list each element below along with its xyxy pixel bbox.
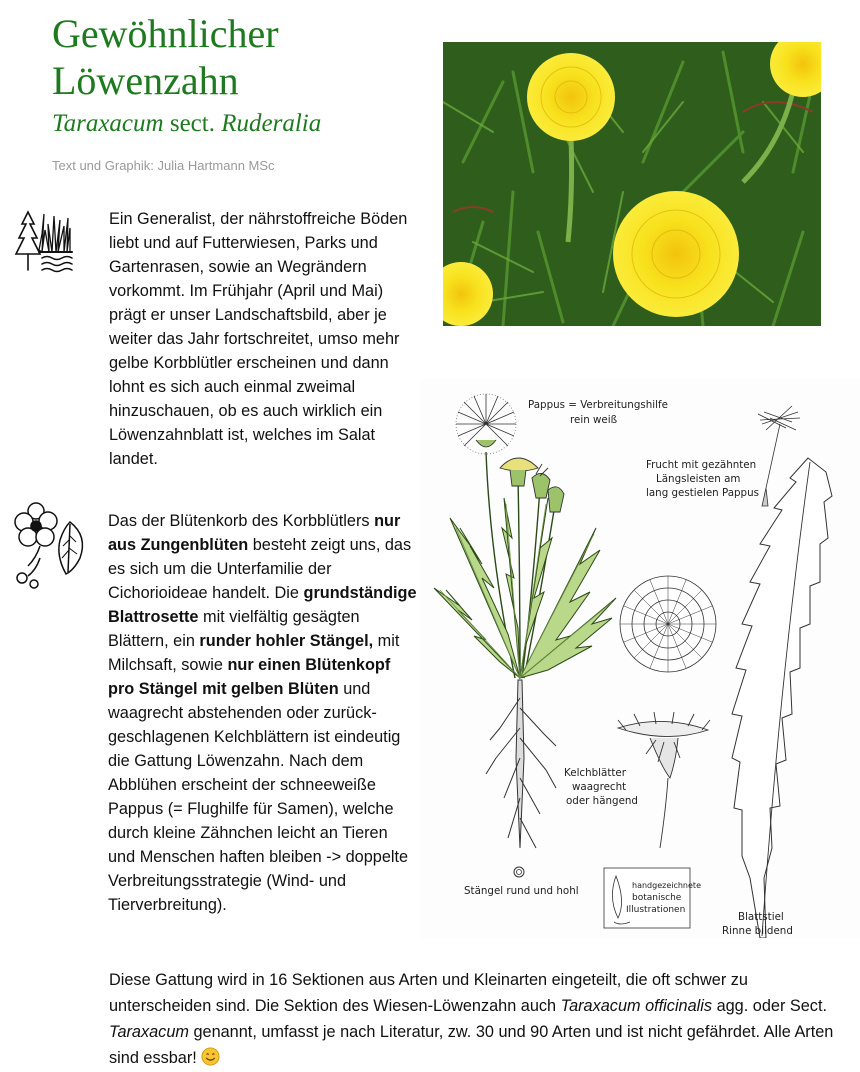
- footer-seg-3: genannt, umfasst je nach Literatur, zw. 30 und 90 Arten und ist nicht gefährdet. Alle Arten sind essbar!: [109, 1023, 834, 1067]
- label-pappus-1: Pappus = Verbreitungshilfe: [528, 399, 668, 411]
- section-name: Ruderalia: [221, 110, 322, 137]
- label-kelch-2: waagrecht: [572, 781, 627, 793]
- text-seg-1: Das der Blütenkorb des Korbblütlers: [108, 512, 375, 530]
- italic-taraxacum-officinalis: Taraxacum officinalis: [560, 997, 713, 1015]
- logo-line-1: handgezeichnete: [632, 881, 701, 890]
- label-frucht-2: Längsleisten am: [656, 473, 741, 485]
- flower-head-topview-drawing: [620, 576, 716, 672]
- pappus-seedhead-drawing: [456, 394, 516, 454]
- author-credit: Text und Graphik: Julia Hartmann MSc: [52, 158, 275, 173]
- text-seg-2: besteht zeigt uns, das es sich um die Unterfamilie der Cichorioideae handelt. Die: [108, 536, 412, 602]
- genus-name: Taraxacum: [52, 110, 164, 137]
- dandelion-photo: [443, 42, 821, 326]
- smile-emoji-icon: [201, 1047, 220, 1066]
- flower-leaf-icon: [8, 500, 92, 590]
- page-title: [52, 10, 412, 104]
- text-seg-3: mit vielfältig gesägten Blättern, ein: [108, 608, 360, 650]
- bold-bluetenkopf: nur einen Blütenkopf pro Stängel mit gelben Blüten: [108, 656, 391, 698]
- bold-zungenblueten: nur aus Zungenblüten: [108, 512, 401, 554]
- label-blattstiel-2: Rinne bildend: [722, 925, 793, 937]
- title-line-1: Gewöhnlicher: [52, 11, 279, 56]
- label-pappus-2: rein weiß: [570, 414, 618, 426]
- label-blattstiel-1: Blattstiel: [738, 911, 784, 923]
- text-seg-5: und waagrecht abstehenden oder zurück-geschlagenen Kelchblättern ist eindeutig die Gattung Löwenzahn. Nach dem Abblühen erscheint der schneeweiße Pappus (= Flughilfe für Samen), welche durch kleine Zähnchen leicht an Tieren und Menschen haften bleiben -> doppelte Verbreitungsstrategie (Wind- und Tierverbreitung).: [108, 680, 409, 914]
- logo-line-2: botanische: [632, 893, 682, 903]
- label-staengel: Stängel rund und hohl: [464, 885, 579, 897]
- text-seg-4: mit Milchsaft, sowie: [108, 632, 400, 674]
- bold-blattrosette: grundständige Blattrosette: [108, 584, 417, 626]
- label-frucht-1: Frucht mit gezähnten: [646, 459, 757, 471]
- genus-info-text: [109, 967, 834, 1071]
- scientific-name: [52, 109, 321, 139]
- italic-taraxacum: Taraxacum: [109, 1023, 189, 1041]
- footer-seg-2: agg. oder Sect.: [712, 997, 827, 1015]
- label-kelch-1: Kelchblätter: [564, 767, 626, 779]
- label-kelch-3: oder hängend: [566, 795, 638, 807]
- title-line-2: Löwenzahn: [52, 58, 239, 103]
- habitat-description: Ein Generalist, der nährstoffreiche Böden liebt und auf Futterwiesen, Parks und Gartenrasen, sowie an Wegrändern vorkommt. Im Frühjahr (April und Mai) prägt er unser Landschaftsbild, aber je weiter das Jahr fortschreitet, umso mehr gelbe Korbblütler erscheinen und dann lohnt es sich auch einmal zweimal hinzuschauen, ob es auch wirklich ein Löwenzahnblatt ist, welches im Salat landet.: [109, 210, 408, 468]
- sect-label: sect.: [163, 110, 222, 137]
- logo-line-3: Illustrationen: [626, 905, 686, 915]
- botanical-illustration: [420, 378, 860, 938]
- identification-description: [108, 509, 418, 917]
- habitat-icon: [12, 206, 94, 274]
- label-frucht-3: lang gestielen Pappus: [646, 487, 759, 499]
- bold-staengel: runder hohler Stängel,: [199, 632, 374, 650]
- footer-seg-1: Diese Gattung wird in 16 Sektionen aus Arten und Kleinarten eingeteilt, die oft schwer zu unterscheiden sind. Die Sektion des Wiesen-Löwenzahn auch: [109, 971, 748, 1015]
